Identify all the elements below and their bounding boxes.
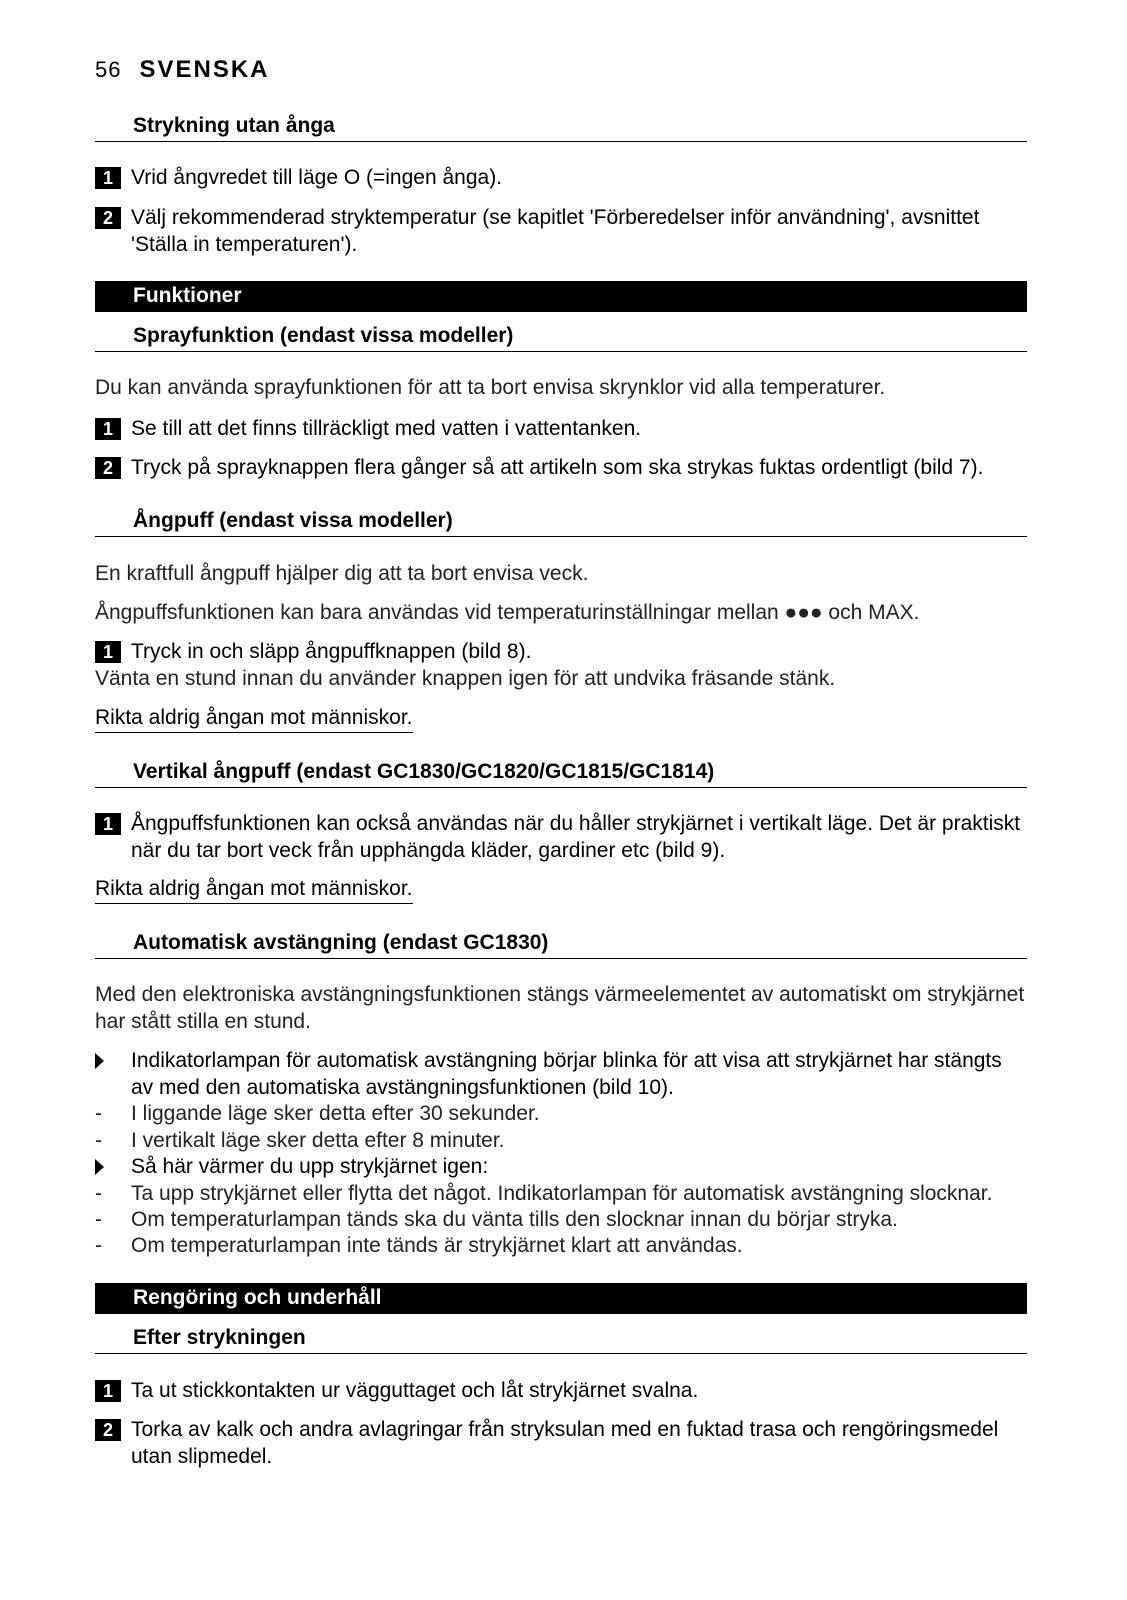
dash-text: I liggande läge sker detta efter 30 sekunder.	[131, 1102, 540, 1125]
triangle-bullet-icon	[95, 1159, 104, 1175]
language-title: SVENSKA	[139, 56, 270, 83]
section-title: Rengöring och underhåll	[133, 1286, 382, 1309]
result-text: Så här värmer du upp strykjärnet igen:	[131, 1155, 489, 1178]
step-text: Se till att det finns tillräckligt med vatten i vattentanken.	[131, 417, 642, 440]
step-number-badge: 1	[95, 418, 121, 440]
step-item	[95, 1416, 1027, 1470]
warning-text: Rikta aldrig ångan mot människor.	[95, 875, 413, 904]
dash-item	[95, 1100, 1027, 1127]
paragraph: Du kan använda sprayfunktionen för att ta bort envisa skrynklor vid alla temperaturer.	[95, 376, 886, 399]
subsection-title: Ångpuff (endast vissa modeller)	[133, 509, 453, 532]
section-bar	[95, 281, 1027, 312]
dash-item	[95, 1232, 1027, 1259]
step-item	[95, 164, 1027, 191]
step-number-badge: 1	[95, 167, 121, 189]
step-number-badge: 1	[95, 641, 121, 663]
step-note: Vänta en stund innan du använder knappen igen för att undvika fräsande stänk.	[95, 667, 836, 690]
subsection-heading	[95, 1324, 1027, 1354]
step-text: Ta ut stickkontakten ur vägguttaget och låt strykjärnet svalna.	[131, 1379, 699, 1402]
subsection-heading	[95, 929, 1027, 959]
step-item	[95, 415, 1027, 442]
step-text: Torka av kalk och andra avlagringar från stryksulan med en fuktad trasa och rengöringsmedel utan slipmedel.	[131, 1418, 999, 1468]
step-text: Tryck in och släpp ångpuffknappen (bild 8).	[131, 640, 532, 663]
paragraph: Med den elektroniska avstängningsfunktionen stängs värmeelementet av automatiskt om strykjärnet har stått stilla en stund.	[95, 983, 1025, 1033]
subsection-title: Strykning utan ånga	[133, 114, 335, 137]
step-number-badge: 2	[95, 1419, 121, 1441]
step-text: Ångpuffsfunktionen kan också användas när du håller strykjärnet i vertikalt läge. Det är praktiskt när du tar bort veck från upphängda kläder, gardiner etc (bild 9).	[131, 812, 1021, 862]
dash-marker: -	[95, 1234, 102, 1257]
subsection-title: Automatisk avstängning (endast GC1830)	[133, 931, 549, 954]
section-title: Funktioner	[133, 284, 242, 307]
dash-item	[95, 1180, 1027, 1207]
dash-text: Ta upp strykjärnet eller flytta det något. Indikatorlampan för automatisk avstängning slocknar.	[131, 1182, 993, 1205]
step-number-badge: 1	[95, 1380, 121, 1402]
paragraph: En kraftfull ångpuff hjälper dig att ta bort envisa veck.	[95, 562, 589, 585]
page-number: 56	[95, 57, 122, 82]
warning-text: Rikta aldrig ångan mot människor.	[95, 704, 413, 733]
result-item	[95, 1047, 1027, 1101]
step-item	[95, 204, 1027, 258]
dash-text: I vertikalt läge sker detta efter 8 minuter.	[131, 1129, 505, 1152]
subsection-title: Efter strykningen	[133, 1326, 306, 1349]
subsection-heading	[95, 507, 1027, 537]
dash-text: Om temperaturlampan inte tänds är strykjärnet klart att användas.	[131, 1234, 743, 1257]
subsection-title: Sprayfunktion (endast vissa modeller)	[133, 324, 514, 347]
step-number-badge: 2	[95, 207, 121, 229]
step-item	[95, 638, 1027, 665]
step-item	[95, 454, 1027, 481]
dash-item	[95, 1206, 1027, 1233]
step-item	[95, 1377, 1027, 1404]
section-bar	[95, 1283, 1027, 1314]
paragraph: Ångpuffsfunktionen kan bara användas vid temperaturinställningar mellan ●●● och MAX.	[95, 601, 920, 624]
subsection-heading	[95, 112, 1027, 142]
subsection-heading	[95, 758, 1027, 788]
triangle-bullet-icon	[95, 1053, 104, 1069]
dash-marker: -	[95, 1102, 102, 1125]
result-item	[95, 1153, 1027, 1180]
dash-marker: -	[95, 1182, 102, 1205]
result-text: Indikatorlampan för automatisk avstängning börjar blinka för att visa att strykjärnet har stängts av med den automatiska avstängningsfunktionen (bild 10).	[131, 1049, 1002, 1099]
step-text: Tryck på sprayknappen flera gånger så att artikeln som ska strykas fuktas ordentligt (bild 7).	[131, 456, 984, 479]
dash-item	[95, 1127, 1027, 1154]
step-text: Vrid ångvredet till läge O (=ingen ånga).	[131, 166, 503, 189]
step-number-badge: 2	[95, 457, 121, 479]
page-header	[95, 56, 270, 84]
step-text: Välj rekommenderad stryktemperatur (se kapitlet 'Förberedelser inför användning', avsnittet 'Ställa in temperaturen').	[131, 206, 980, 256]
dash-text: Om temperaturlampan tänds ska du vänta tills den slocknar innan du börjar stryka.	[131, 1208, 898, 1231]
step-item	[95, 810, 1027, 864]
dash-marker: -	[95, 1129, 102, 1152]
step-number-badge: 1	[95, 813, 121, 835]
subsection-heading	[95, 322, 1027, 352]
subsection-title: Vertikal ångpuff (endast GC1830/GC1820/GC1815/GC1814)	[133, 760, 715, 783]
dash-marker: -	[95, 1208, 102, 1231]
